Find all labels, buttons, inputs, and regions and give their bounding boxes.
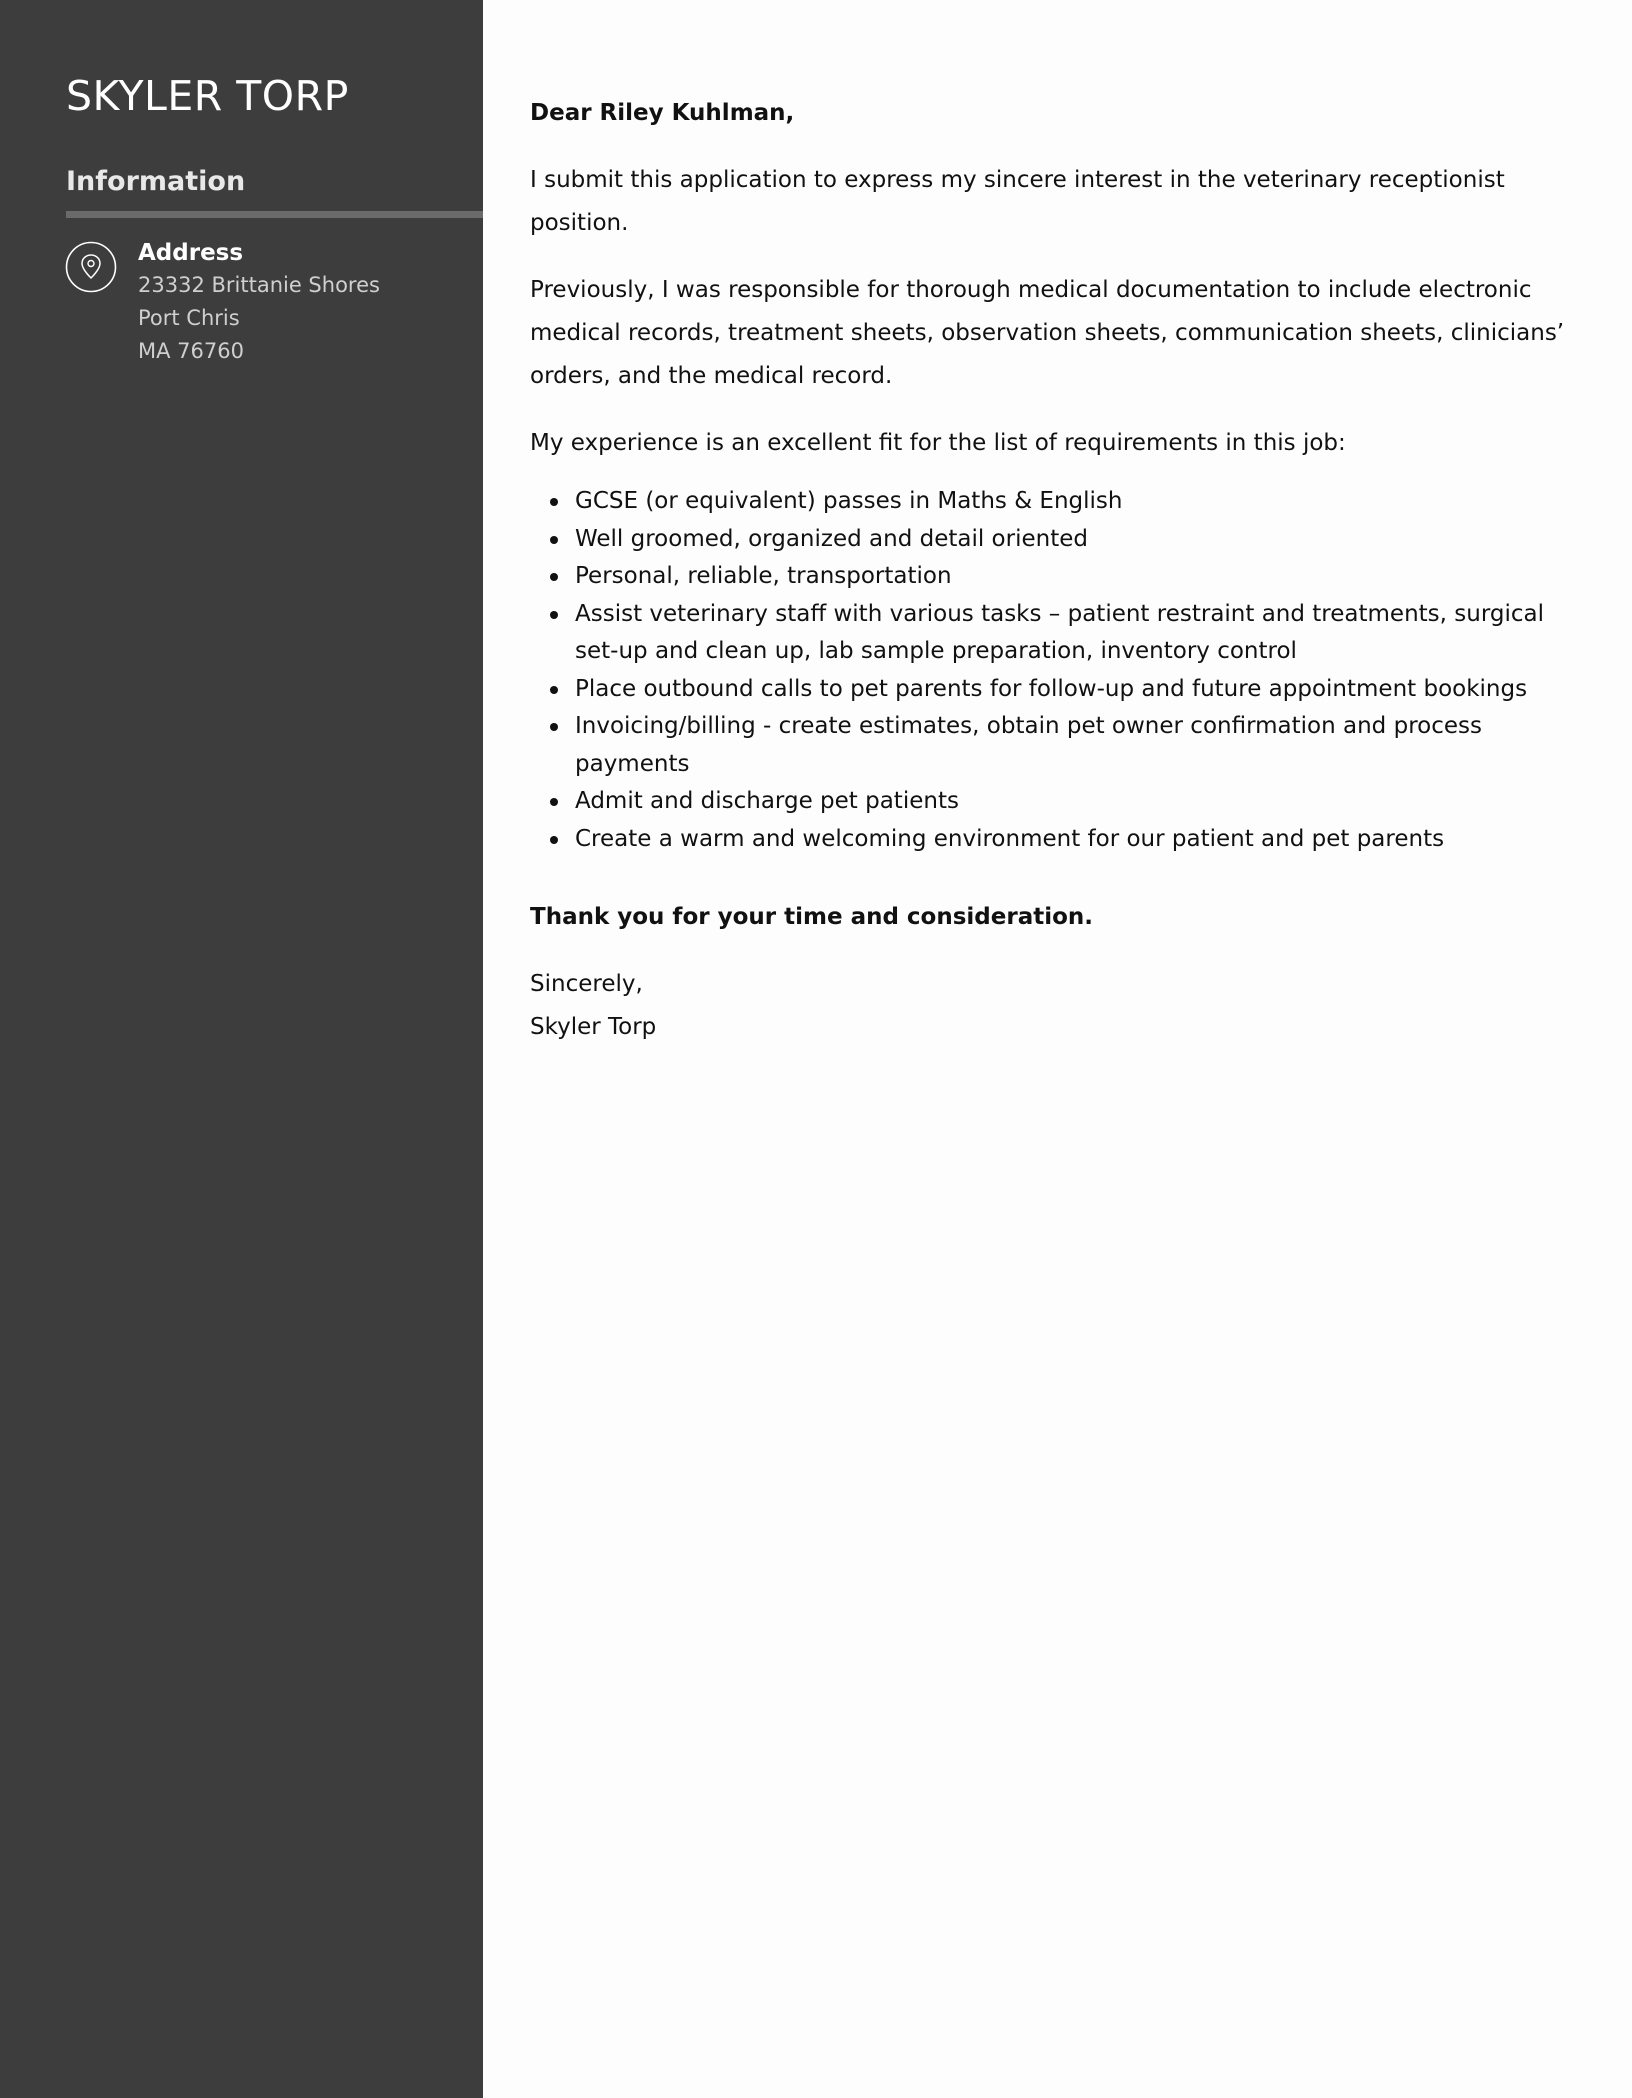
list-item xyxy=(530,821,1580,859)
section-divider xyxy=(66,211,483,218)
address-state-zip: MA 76760 xyxy=(138,339,244,363)
greeting: Dear Riley Kuhlman, xyxy=(530,100,795,126)
bullet-icon xyxy=(550,573,558,581)
list-item-text: Personal, reliable, transportation xyxy=(575,563,952,589)
address-label: Address xyxy=(138,240,244,266)
list-item xyxy=(530,558,1580,596)
closing: Sincerely, xyxy=(530,971,643,997)
bullet-icon xyxy=(550,498,558,506)
list-item-text: Invoicing/billing - create estimates, obtain pet owner confirmation and process payments xyxy=(575,713,1482,777)
bullet-icon xyxy=(550,536,558,544)
thanks-line: Thank you for your time and consideration. xyxy=(530,904,1094,930)
sidebar xyxy=(0,0,483,2098)
list-item xyxy=(530,521,1580,559)
bullet-icon xyxy=(550,723,558,731)
bullet-icon xyxy=(550,836,558,844)
bullet-icon xyxy=(550,611,558,619)
requirements-list xyxy=(530,483,1580,858)
letter-body xyxy=(530,92,1580,1049)
bullet-icon xyxy=(550,798,558,806)
list-item-text: GCSE (or equivalent) passes in Maths & English xyxy=(575,488,1123,514)
list-item-text: Assist veterinary staff with various tasks – patient restraint and treatments, surgical set-up and clean up, lab sample preparation, inventory control xyxy=(575,600,1545,664)
list-item xyxy=(530,483,1580,521)
list-item-text: Admit and discharge pet patients xyxy=(575,788,959,814)
section-title-information: Information xyxy=(66,166,246,197)
requirements-intro: My experience is an excellent fit for the list of requirements in this job: xyxy=(530,430,1346,456)
list-item-text: Place outbound calls to pet parents for follow-up and future appointment bookings xyxy=(575,675,1528,702)
intro-paragraph: I submit this application to express my sincere interest in the veterinary receptionist position. xyxy=(530,167,1505,236)
address-street: 23332 Brittanie Shores xyxy=(138,273,380,297)
location-pin-icon xyxy=(65,241,117,293)
candidate-name: SKYLER TORP xyxy=(66,72,349,120)
address-block xyxy=(138,237,380,368)
list-item xyxy=(530,783,1580,821)
list-item xyxy=(530,596,1580,671)
list-item xyxy=(530,708,1580,783)
address-city: Port Chris xyxy=(138,306,240,330)
experience-paragraph: Previously, I was responsible for thorough medical documentation to include electronic medical records, treatment sheets, observation sheets, communication sheets, clinicians’ orders, and the medical record. xyxy=(530,277,1565,389)
list-item-text: Well groomed, organized and detail oriented xyxy=(575,525,1088,552)
list-item-text: Create a warm and welcoming environment for our patient and pet parents xyxy=(575,825,1445,852)
signature: Skyler Torp xyxy=(530,1014,657,1040)
list-item xyxy=(530,671,1580,709)
bullet-icon xyxy=(550,686,558,694)
